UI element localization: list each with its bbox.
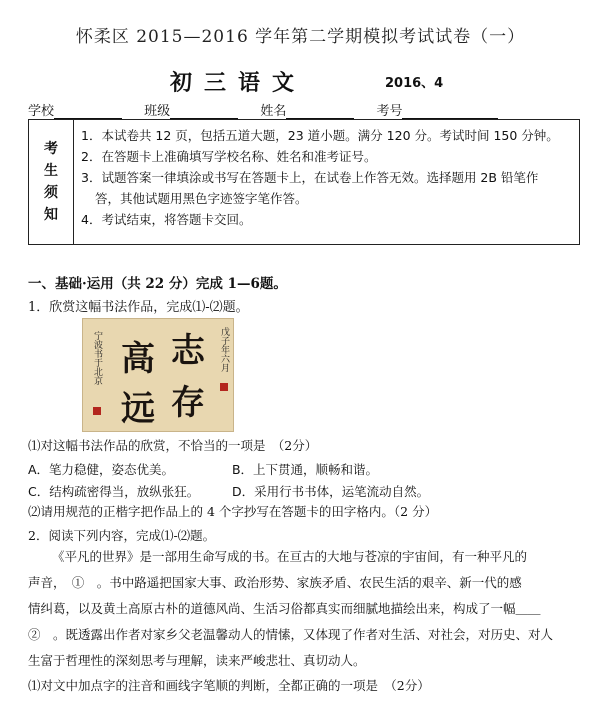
- option-c[interactable]: C．结构疏密得当，放纵张狂。: [28, 484, 200, 499]
- notice-item: 2．在答题卡上准确填写学校名称、姓名和准考证号。: [81, 149, 377, 164]
- notice-item: 4．考试结束，将答题卡交回。: [81, 212, 252, 227]
- seal-icon: [93, 407, 101, 415]
- options-row-1: [28, 460, 378, 478]
- name-field[interactable]: 姓名: [260, 100, 354, 119]
- question-2-sub1: ⑴对文中加点字的注音和画线字笔顺的判断，全都正确的一项是 （2分）: [28, 678, 430, 693]
- notice-items: [81, 125, 573, 230]
- school-field[interactable]: 学校: [28, 100, 122, 119]
- seal-icon: [220, 383, 228, 391]
- passage-line: ② 。既透露出作者对家乡父老温馨动人的情愫，又体现了作者对生活、对社会，对历史、对人: [28, 627, 554, 642]
- passage-line: 生富于哲理性的深刻思考与理解，读来严峻悲壮、真切动人。: [28, 653, 366, 668]
- option-a[interactable]: A．笔力稳健，姿态优美。: [28, 462, 175, 477]
- calligraphy-inscription-right: 戊子年六月: [219, 327, 229, 372]
- exam-notice-box: [28, 119, 580, 245]
- question-1-stem: 1．欣赏这幅书法作品，完成⑴-⑵题。: [28, 300, 249, 315]
- passage-line: 情纠葛，以及黄土高原古朴的道德风尚、生活习俗都真实而细腻地描绘出来，构成了一幅＿＿: [28, 601, 541, 616]
- subject-title: 初三语文: [170, 70, 307, 96]
- option-b[interactable]: B．上下贯通，顺畅和谐。: [231, 462, 379, 477]
- calligraphy-char: 远: [121, 389, 155, 429]
- notice-label: 考 生 须 知: [29, 120, 74, 244]
- notice-item: 答，其他试题用黑色字迹签字笔作答。: [95, 191, 308, 206]
- calligraphy-char: 存: [171, 383, 205, 423]
- student-info-fields: [28, 100, 588, 119]
- options-row-2: [28, 482, 429, 500]
- class-field[interactable]: 班级: [144, 100, 238, 119]
- calligraphy-image: [82, 318, 234, 432]
- notice-item: 1．本试卷共 12 页，包括五道大题，23 道小题。满分 120 分。考试时间 150 分钟。: [81, 128, 559, 143]
- option-d[interactable]: D．采用行书书体，运笔流动自然。: [231, 484, 430, 499]
- exam-title: 怀柔区 2015—2016 学年第二学期模拟考试试卷（一）: [75, 27, 526, 47]
- passage-line: 声音， ① 。书中路遥把国家大事、政治形势、家族矛盾、农民生活的艰辛、新一代的感: [28, 575, 522, 590]
- question-1-sub2: ⑵请用规范的正楷字把作品上的 4 个字抄写在答题卡的田字格内。（2 分）: [28, 504, 438, 519]
- question-1-sub1: ⑴对这幅书法作品的欣赏，不恰当的一项是 （2分）: [28, 438, 318, 453]
- exam-number-field[interactable]: 考号: [376, 100, 498, 119]
- question-2-stem: 2．阅读下列内容，完成⑴-⑵题。: [28, 528, 216, 543]
- exam-date: 2016、4: [385, 76, 444, 91]
- calligraphy-char: 志: [171, 331, 205, 371]
- section-heading: 一、基础·运用（共 22 分）完成 1—6题。: [28, 276, 287, 292]
- notice-item: 3．试题答案一律填涂或书写在答题卡上，在试卷上作答无效。选择题用 2B 铅笔作: [81, 170, 539, 185]
- passage-line: 《平凡的世界》是一部用生命写成的书。在亘古的大地与苍凉的宇宙间，有一种平凡的: [52, 549, 528, 564]
- calligraphy-char: 高: [121, 339, 155, 379]
- calligraphy-inscription-left: 宁波书于北京: [92, 331, 102, 385]
